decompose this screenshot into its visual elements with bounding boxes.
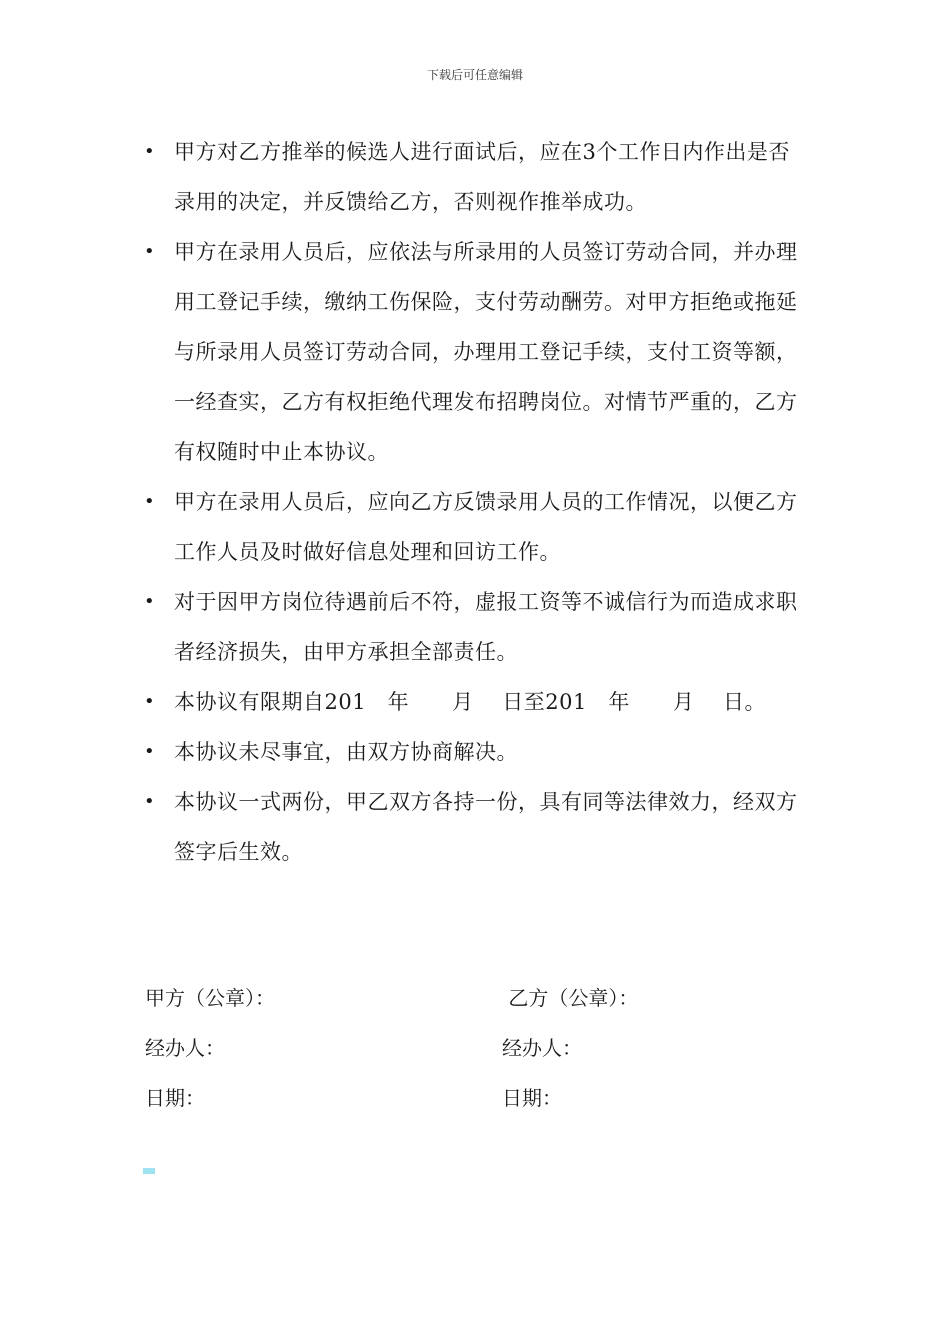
clause-item bbox=[140, 577, 810, 677]
clause-text: 甲方在录用人员后，应向乙方反馈录用人员的工作情况，以便乙方工作人员及时做好信息处理和回访工作。 bbox=[174, 490, 798, 564]
bullet-icon: • bbox=[144, 791, 156, 812]
clause-item bbox=[140, 727, 810, 777]
page-header: 下载后可任意编辑 bbox=[426, 68, 523, 82]
party-b-handler-label: 经办人： bbox=[502, 1036, 582, 1060]
clause-text: 本协议有限期自201 年 月 日至201 年 月 日。 bbox=[174, 690, 767, 714]
bullet-icon: • bbox=[144, 691, 156, 712]
party-a-seal-label: 甲方（公章）： bbox=[145, 986, 275, 1010]
bullet-icon: • bbox=[144, 741, 156, 762]
bullet-icon: • bbox=[144, 491, 156, 512]
clause-item bbox=[140, 127, 810, 227]
clause-text: 甲方在录用人员后，应依法与所录用的人员签订劳动合同，并办理用工登记手续，缴纳工伤保险，支付劳动酬劳。对甲方拒绝或拖延与所录用人员签订劳动合同，办理用工登记手续，支付工资等额，一经查实，乙方有权拒绝代理发布招聘岗位。对情节严重的，乙方有权随时中止本协议。 bbox=[174, 240, 798, 464]
clause-text: 本协议未尽事宜，由双方协商解决。 bbox=[174, 740, 518, 764]
clause-text: 本协议一式两份，甲乙双方各持一份，具有同等法律效力，经双方签字后生效。 bbox=[174, 790, 798, 864]
clause-item bbox=[140, 477, 810, 577]
bullet-icon: • bbox=[144, 141, 156, 162]
bullet-icon: • bbox=[144, 591, 156, 612]
bullet-icon: • bbox=[144, 241, 156, 262]
party-a-date-label: 日期： bbox=[145, 1086, 205, 1110]
party-a-handler-label: 经办人： bbox=[145, 1036, 225, 1060]
party-b-seal-label: 乙方（公章）： bbox=[502, 986, 639, 1010]
clause-list bbox=[140, 127, 820, 877]
clause-item bbox=[140, 777, 810, 877]
cursor-marker bbox=[143, 1168, 155, 1174]
clause-text: 对于因甲方岗位待遇前后不符，虚报工资等不诚信行为而造成求职者经济损失，由甲方承担全部责任。 bbox=[174, 590, 798, 664]
party-b-date-label: 日期： bbox=[502, 1086, 562, 1110]
clause-item bbox=[140, 677, 810, 727]
clause-text: 甲方对乙方推举的候选人进行面试后，应在3个工作日内作出是否录用的决定，并反馈给乙方，否则视作推举成功。 bbox=[174, 140, 790, 214]
clause-item bbox=[140, 227, 810, 477]
